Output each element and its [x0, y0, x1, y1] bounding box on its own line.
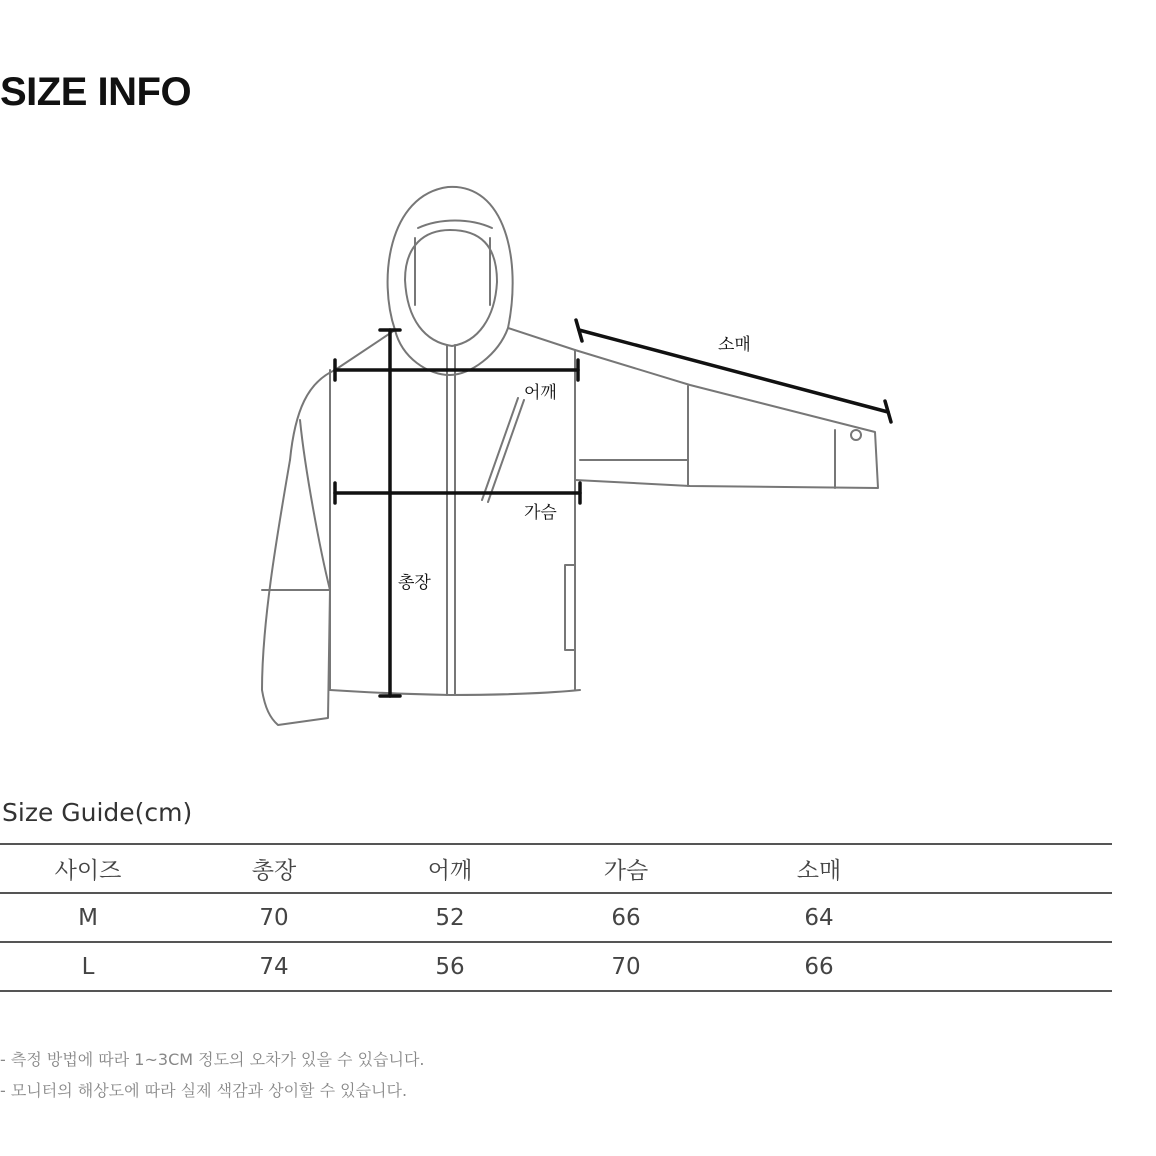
cell-length: 70 [259, 904, 289, 931]
header-chest: 가슴 [603, 858, 649, 884]
page-title: SIZE INFO [0, 70, 192, 114]
cell-chest: 66 [611, 904, 641, 931]
table-row [0, 942, 1112, 991]
chest-measure-label: 가슴 [524, 503, 557, 523]
shoulder-measure-label: 어깨 [524, 383, 557, 403]
size-guide-title: Size Guide(cm) [2, 798, 193, 827]
cell-size: M [78, 904, 98, 931]
sleeve-measure-label: 소매 [718, 335, 751, 355]
notes [0, 1044, 425, 1106]
header-shoulder: 어깨 [427, 858, 473, 884]
cell-sleeve: 64 [804, 904, 834, 931]
header-size: 사이즈 [54, 858, 122, 884]
cell-size: L [81, 953, 95, 980]
header-length: 총장 [251, 858, 297, 884]
cell-chest: 70 [611, 953, 641, 980]
note-measurement-error: - 측정 방법에 따라 1~3CM 정도의 오차가 있을 수 있습니다. [0, 1050, 425, 1069]
size-guide-table [0, 843, 1112, 992]
table-header-row [0, 844, 1112, 893]
cell-length: 74 [259, 953, 289, 980]
cell-sleeve: 66 [804, 953, 834, 980]
header-sleeve: 소매 [796, 858, 842, 884]
length-measure-label: 총장 [398, 573, 431, 593]
jacket-measurement-diagram [0, 170, 1156, 770]
cell-shoulder: 52 [435, 904, 465, 931]
note-monitor-color: - 모니터의 해상도에 따라 실제 색감과 상이할 수 있습니다. [0, 1081, 408, 1100]
table-row [0, 893, 1112, 942]
jacket-illustration [0, 170, 1156, 770]
cell-shoulder: 56 [435, 953, 465, 980]
